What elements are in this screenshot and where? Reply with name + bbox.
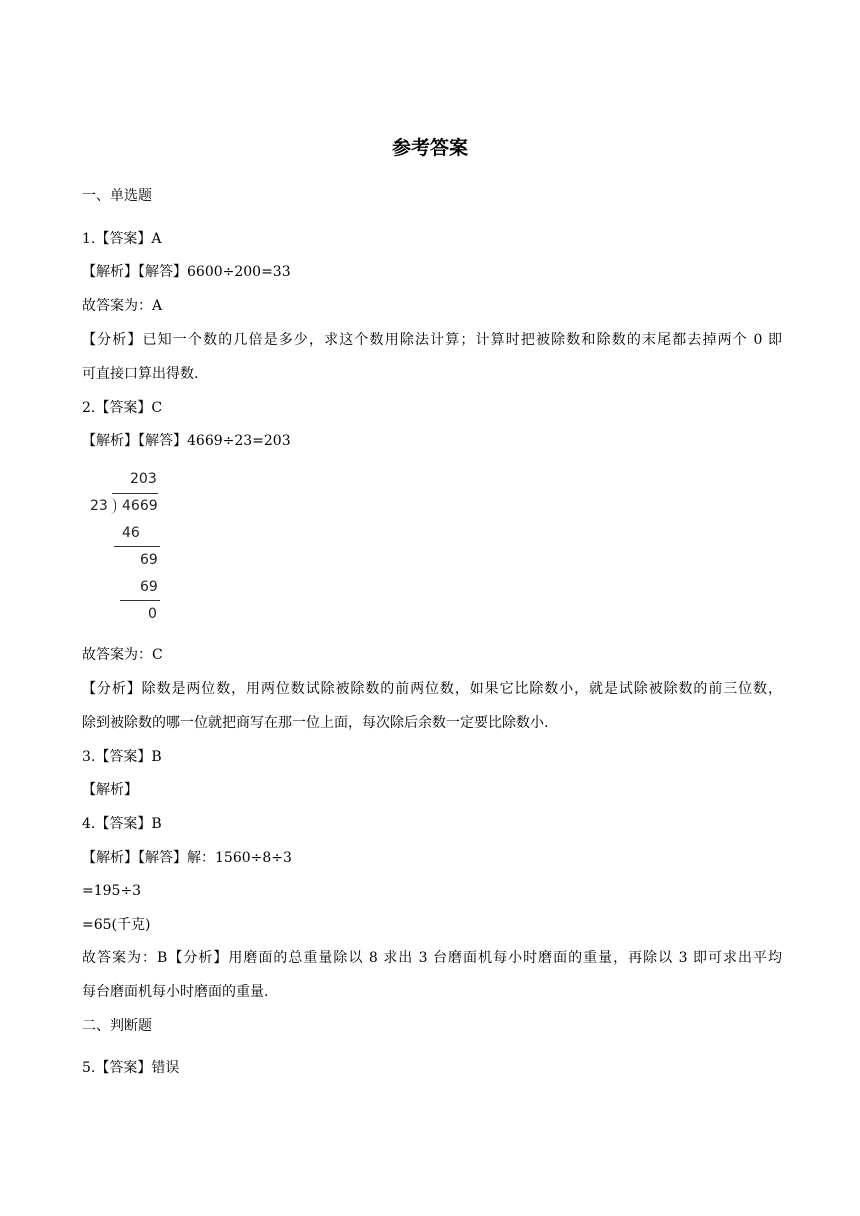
- division-step1: 46: [122, 525, 140, 541]
- q1-conclusion: 故答案为：A: [82, 298, 163, 314]
- q2-analysis: 【解析】【解答】4669÷23=203: [82, 433, 291, 449]
- q1-analysis: 【解析】【解答】6600÷200=33: [82, 264, 291, 280]
- q2-note-line1: 【分析】除数是两位数，用两位数试除被除数的前两位数，如果它比除数小，就是试除被除数的前三位数，: [82, 681, 782, 697]
- q4-note-line2: 每台磨面机每小时磨面的重量.: [82, 984, 269, 1000]
- division-dividend: 4669: [122, 498, 158, 514]
- section-heading-true-false: 二、判断题: [82, 1018, 152, 1034]
- q2-answer: 2.【答案】C: [82, 400, 163, 416]
- q1-answer: 1.【答案】A: [82, 231, 162, 247]
- q2-note-line2: 除到被除数的哪一位就把商写在那一位上面，每次除后余数一定要比除数小.: [82, 715, 549, 731]
- division-quotient: 203: [130, 471, 157, 487]
- q4-step2: =65(千克): [82, 917, 151, 933]
- q1-note-line1: 【分析】已知一个数的几倍是多少，求这个数用除法计算；计算时把被除数和除数的末尾都去掉两个 0 即: [82, 332, 782, 348]
- division-divisor: 23: [90, 498, 108, 514]
- page-title: 参考答案: [391, 137, 468, 159]
- q4-analysis: 【解析】【解答】解：1560÷8÷3: [82, 850, 292, 866]
- q4-note-line1: 故答案为：B【分析】用磨面的总重量除以 8 求出 3 台磨面机每小时磨面的重量，再除以 3 即可求出平均: [82, 950, 782, 966]
- division-top-rule: [112, 493, 158, 494]
- q4-step1: =195÷3: [82, 883, 142, 899]
- division-bracket: [110, 498, 116, 514]
- section-heading-single-choice: 一、单选题: [82, 188, 152, 204]
- q3-answer: 3.【答案】B: [82, 749, 162, 765]
- q3-analysis: 【解析】: [82, 782, 138, 798]
- q1-note-line2: 可直接口算出得数.: [82, 366, 199, 382]
- division-step3: 69: [140, 579, 158, 595]
- division-rule-1: [114, 546, 160, 547]
- long-division-figure: [82, 463, 168, 631]
- q4-answer: 4.【答案】B: [82, 816, 162, 832]
- division-remainder: 0: [148, 606, 157, 622]
- q2-conclusion: 故答案为：C: [82, 647, 163, 663]
- division-rule-2: [120, 600, 160, 601]
- division-step2: 69: [140, 552, 158, 568]
- q5-answer: 5.【答案】错误: [82, 1060, 180, 1076]
